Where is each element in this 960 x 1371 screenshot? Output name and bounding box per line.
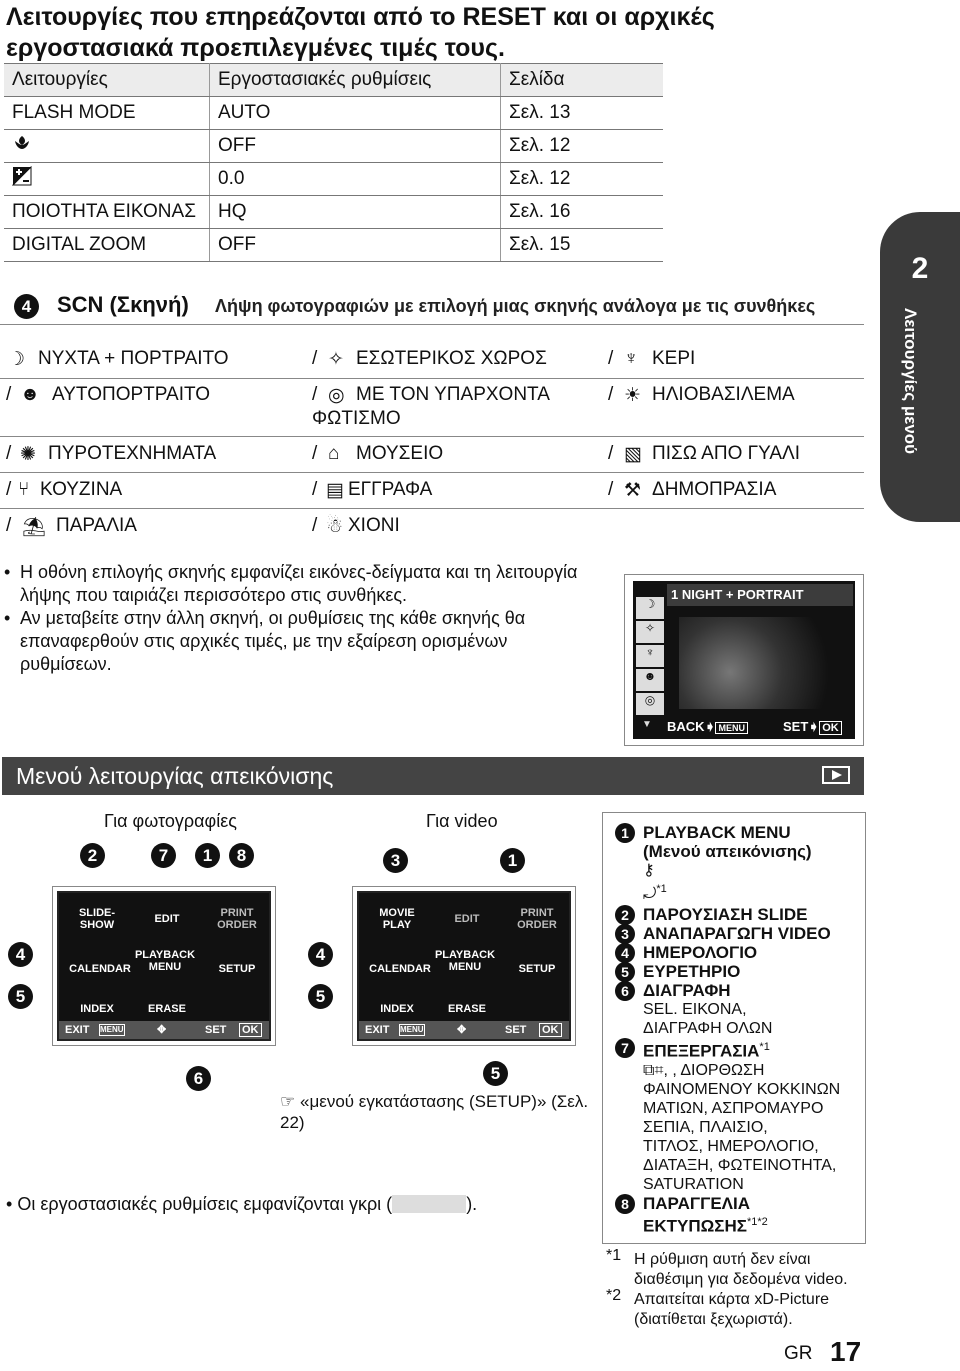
resize-icon: ⧉ — [643, 1061, 655, 1079]
legend-item — [607, 1038, 861, 1194]
legend-num: 3 — [615, 924, 635, 944]
separator: / — [312, 384, 318, 405]
legend-item — [607, 943, 861, 962]
legend-item — [607, 1194, 861, 1236]
menu-setup[interactable]: SETUP — [518, 963, 556, 975]
factory-note-text: Οι εργοστασιακές ρυθμίσεις εμφανίζονται γκρι ( — [17, 1194, 393, 1214]
row-page: Σελ. 13 — [501, 97, 664, 130]
scn-screen-header: 1 NIGHT + PORTRAIT — [667, 584, 853, 606]
footnote-ref: *1*2 — [746, 1215, 768, 1228]
candle-icon: ♆ — [636, 645, 664, 667]
row-page: Σελ. 15 — [501, 229, 664, 262]
legend-item — [607, 981, 861, 1038]
self-portrait-icon: ☻ — [636, 669, 664, 691]
row-value: HQ — [210, 196, 501, 229]
photos-label: Για φωτογραφίες — [104, 811, 237, 831]
col-header-factory: Εργοστασιακές ρυθμίσεις — [210, 64, 501, 97]
scn-mode-snow: ΧΙΟΝΙ — [348, 515, 400, 536]
legend-label: ΗΜΕΡΟΛΟΓΙΟ — [643, 943, 758, 963]
rotate-icon: ⤾ — [643, 885, 657, 903]
table-row — [4, 97, 663, 130]
scn-sample-photo — [679, 617, 849, 709]
callout-badge: 2 — [80, 843, 105, 868]
legend-box — [602, 812, 866, 1244]
table-row — [4, 196, 663, 229]
footer-lang: GR — [784, 1343, 813, 1364]
legend-item — [607, 823, 861, 903]
separator: / — [6, 515, 12, 536]
scn-title: SCN (Σκηνή) — [57, 292, 189, 317]
legend-label: ΕΠΕΞΕΡΓΑΣΙΑ — [643, 1041, 760, 1061]
menu-edit[interactable]: EDIT — [154, 913, 180, 925]
menu-key: MENU — [100, 1025, 124, 1034]
menu-index[interactable]: INDEX — [80, 1003, 114, 1015]
reset-defaults-table — [4, 63, 663, 262]
indoor-icon: ✧ — [636, 621, 664, 643]
scn-row — [0, 378, 864, 437]
museum-icon: ⌂ — [328, 443, 340, 464]
snow-icon: ☃ — [326, 516, 344, 537]
indoor-icon: ✧ — [328, 349, 344, 370]
scn-row — [0, 508, 864, 544]
scn-mode-documents: ΕΓΓΡΑΦΑ — [348, 479, 433, 500]
legend-list — [607, 823, 861, 1236]
menu-calendar[interactable]: CALENDAR — [69, 963, 131, 975]
scn-note: • Αν μεταβείτε στην άλλη σκηνή, οι ρυθμίσεις της κάθε σκηνής θα επαναφερθούν στις αρχικές τιμές, με την εξαίρεση ορισμένων ρυθμίσεων. — [4, 607, 604, 676]
scn-note-text: Η οθόνη επιλογής σκηνής εμφανίζει εικόνες-δείγματα και τη λειτουργία λήψης που ταιριάζει περισσότερο στις συνθήκες. — [20, 562, 578, 605]
menu-footer — [59, 1021, 269, 1039]
scroll-down-icon: ▼ — [642, 719, 652, 730]
separator: / — [608, 443, 614, 464]
playback-icon — [822, 766, 850, 784]
ok-key: OK — [539, 1023, 562, 1037]
legend-label: ΕΥΡΕΤΗΡΙΟ — [643, 962, 741, 982]
menu-playback[interactable]: PLAYBACK MENU — [434, 949, 496, 973]
dpad-icon: ✥ — [457, 1024, 467, 1036]
scn-modes-grid — [0, 340, 864, 540]
footnote-mark: *1 — [606, 1247, 622, 1264]
separator: / — [608, 384, 614, 405]
scn-mode-museum: ΜΟΥΣΕΙΟ — [356, 443, 444, 464]
setup-reference — [280, 1091, 600, 1133]
separator: / — [312, 443, 318, 464]
ok-key: OK — [239, 1023, 262, 1037]
legend-label: ΠΑΡΑΓΓΕΛΙΑ ΕΚΤΥΠΩΣΗΣ — [643, 1193, 751, 1236]
footnote-mark: *2 — [606, 1287, 622, 1304]
separator: / — [312, 515, 318, 536]
menu-calendar[interactable]: CALENDAR — [369, 963, 431, 975]
footnote-text: Απαιτείται κάρτα xD-Picture (διατίθεται ξεχωριστά). — [634, 1291, 830, 1328]
scn-mode-sunset: ΗΛΙΟΒΑΣΙΛΕΜΑ — [652, 384, 795, 405]
legend-num: 7 — [615, 1038, 635, 1058]
menu-key: MENU — [400, 1025, 424, 1034]
setup-reference-text: «μενού εγκατάστασης (SETUP)» (Σελ. 22) — [280, 1092, 589, 1132]
legend-label: ΑΝΑΠΑΡΑΓΩΓΗ VIDEO — [643, 924, 831, 944]
gray-swatch — [392, 1195, 466, 1213]
available-light-icon: ◎ — [636, 693, 664, 715]
menu-key: MENU — [715, 722, 748, 734]
legend-sub: SEL. ΕΙΚΟΝΑ, ΔΙΑΓΡΑΦΗ ΟΛΩΝ — [643, 1001, 773, 1038]
protect-key-icon: ⚷ — [643, 862, 655, 879]
scn-screen-frame — [624, 574, 864, 746]
separator: / — [608, 348, 614, 369]
menu-footer — [359, 1021, 569, 1039]
table-row — [4, 130, 663, 163]
callout-badge: 1 — [195, 843, 220, 868]
page-number: 17 — [830, 1336, 862, 1367]
video-menu-frame — [352, 886, 576, 1046]
photo-menu-frame — [52, 886, 276, 1046]
scn-row — [0, 472, 864, 509]
set-label: SET — [505, 1024, 527, 1036]
separator: / — [312, 348, 318, 369]
exit-label: EXIT — [65, 1024, 90, 1036]
callout-badge: 6 — [186, 1066, 211, 1091]
menu-print-order[interactable]: PRINT ORDER — [217, 907, 257, 931]
scn-number-badge: 4 — [14, 294, 39, 319]
scn-icon-column — [636, 597, 664, 717]
menu-index[interactable]: INDEX — [380, 1003, 414, 1015]
dpad-icon: ✥ — [157, 1024, 167, 1036]
footnote-ref: *1 — [759, 1041, 770, 1054]
legend-num: 1 — [615, 823, 635, 843]
menu-edit[interactable]: EDIT — [454, 913, 480, 925]
callout-badge: 8 — [229, 843, 254, 868]
legend-label: PLAYBACK MENU (Μενού απεικόνισης) — [643, 823, 812, 861]
documents-icon: ▤ — [326, 480, 344, 501]
night-portrait-icon: ☽ — [636, 597, 664, 619]
callout-badge: 7 — [151, 843, 176, 868]
ok-key: OK — [819, 721, 842, 735]
scn-heading — [0, 286, 864, 325]
scn-mode-fireworks: ΠΥΡΟΤΕΧΝΗΜΑΤΑ — [48, 443, 217, 464]
auction-icon: ⚒ — [624, 480, 642, 501]
scn-note: • Η οθόνη επιλογής σκηνής εμφανίζει εικόνες-δείγματα και τη λειτουργία λήψης που ταιριάζει περισσότερο στις συνθήκες. — [4, 561, 624, 607]
video-label: Για video — [426, 811, 498, 831]
separator: / — [312, 479, 318, 500]
scn-note-text: Αν μεταβείτε στην άλλη σκηνή, οι ρυθμίσεις της κάθε σκηνής θα επαναφερθούν στις αρχικές τιμές, με την εξαίρεση ορισμένων ρυθμίσεων. — [20, 608, 526, 674]
menu-print-order[interactable]: PRINT ORDER — [517, 907, 557, 931]
legend-num: 8 — [615, 1194, 635, 1214]
menu-setup[interactable]: SETUP — [218, 963, 256, 975]
row-page: Σελ. 16 — [501, 196, 664, 229]
callout-badge: 5 — [483, 1061, 508, 1086]
page-title: Λειτουργίες που επηρεάζονται από το RESET και οι αρχικές εργοστασιακά προεπιλεγμένες τιμές τους. — [6, 3, 715, 62]
macro-flower-icon — [12, 133, 32, 153]
row-function: FLASH MODE — [4, 97, 210, 130]
night-portrait-icon: ☽ — [8, 349, 26, 370]
set-label: SET — [205, 1024, 227, 1036]
set-label: SET — [783, 719, 809, 734]
exposure-compensation-icon — [12, 166, 32, 186]
chapter-title: Λειτουργίες μενού — [901, 308, 920, 455]
row-value: OFF — [210, 130, 501, 163]
row-function: DIGITAL ZOOM — [4, 229, 210, 262]
row-function: ΠΟΙΟΤΗΤΑ ΕΙΚΟΝΑΣ — [4, 196, 210, 229]
menu-movie-play[interactable]: MOVIE PLAY — [379, 907, 415, 931]
scn-mode-beach: ΠΑΡΑΛΙΑ — [56, 515, 137, 536]
scn-mode-indoor: ΕΣΩΤΕΡΙΚΟΣ ΧΩΡΟΣ — [356, 348, 547, 369]
sunset-icon: ☀ — [624, 385, 642, 406]
separator: / — [6, 479, 12, 500]
legend-label: ΔΙΑΓΡΑΦΗ — [643, 981, 731, 1001]
factory-note-text-end: ). — [466, 1194, 478, 1214]
scn-mode-cuisine: ΚΟΥΖΙΝΑ — [40, 479, 123, 500]
cuisine-icon: ⑂ — [18, 479, 30, 500]
footnote-text: Η ρύθμιση αυτή δεν είναι διαθέσιμη για δεδομένα video. — [634, 1251, 848, 1288]
table-row — [4, 163, 663, 196]
row-page: Σελ. 12 — [501, 163, 664, 196]
callout-badge: 1 — [500, 848, 525, 873]
legend-item — [607, 924, 861, 943]
menu-erase[interactable]: ERASE — [448, 1003, 486, 1015]
scn-mode-behind-glass: ΠΙΣΩ ΑΠΟ ΓΥΑΛΙ — [652, 443, 801, 464]
footnote-ref: *1 — [656, 883, 667, 895]
legend-num: 2 — [615, 905, 635, 925]
playback-section-bar — [2, 757, 864, 795]
menu-playback[interactable]: PLAYBACK MENU — [134, 949, 196, 973]
scn-screen: 1 NIGHT + PORTRAIT ☽ ✧ ♆ ☻ ◎ ▼ BACK➧ MENU SET➧ OK — [633, 581, 855, 739]
legend-sub: , , ΔΙΟΡΘΩΣΗ ΦΑΙΝΟΜΕΝΟΥ ΚΟΚΚΙΝΩΝ ΜΑΤΙΩΝ, ΑΣΠΡΟΜΑΥΡΟ ΣΕΠΙΑ, ΠΛΑΙΣΙΟ, ΤΙΤΛΟΣ, ΗΜΕΡΟΛΟΓΙΟ, ΔΙΑΤΑΞΗ, ΦΩΤΕΙΝΟΤΗΤΑ, SATURATION — [643, 1061, 841, 1193]
exit-label: EXIT — [365, 1024, 390, 1036]
callout-badge: 4 — [308, 942, 333, 967]
video-playback-menu-screen — [357, 891, 571, 1041]
callout-badge: 5 — [8, 984, 33, 1009]
callout-badge: 5 — [308, 984, 333, 1009]
chapter-side-tab — [880, 212, 960, 522]
section-title: Μενού λειτουργίας απεικόνισης — [16, 763, 334, 789]
scn-mode-candle: ΚΕΡΙ — [652, 348, 696, 369]
fireworks-icon: ✺ — [20, 444, 36, 465]
scn-row — [0, 340, 864, 379]
candle-icon: ♆ — [624, 348, 639, 369]
row-page: Σελ. 12 — [501, 130, 664, 163]
scn-mode-self-portrait: ΑΥΤΟΠΟΡΤΡΑΙΤΟ — [52, 384, 211, 405]
behind-glass-icon: ▧ — [624, 444, 642, 465]
separator: / — [6, 443, 12, 464]
scn-mode-night-portrait: ΝΥΧΤΑ + ΠΟΡΤΡΑΙΤΟ — [38, 348, 229, 369]
scn-mode-available-light-cont: ΦΩΤΙΣΜΟ — [312, 408, 401, 429]
menu-slideshow[interactable]: SLIDE- SHOW — [78, 907, 116, 931]
row-value: OFF — [210, 229, 501, 262]
col-header-functions: Λειτουργίες — [4, 64, 210, 97]
self-portrait-icon: ☻ — [20, 384, 40, 405]
legend-item — [607, 962, 861, 981]
footnotes — [606, 1247, 866, 1330]
crop-icon: ⌗ — [654, 1061, 664, 1079]
separator: / — [6, 384, 12, 405]
legend-num: 4 — [615, 943, 635, 963]
factory-note: • Οι εργοστασιακές ρυθμίσεις εμφανίζονται γκρι ( ). — [6, 1194, 478, 1214]
legend-label: ΠΑΡΟΥΣΙΑΣΗ SLIDE — [643, 905, 808, 925]
scn-row — [0, 436, 864, 473]
row-value: AUTO — [210, 97, 501, 130]
legend-num: 6 — [615, 981, 635, 1001]
legend-item — [607, 905, 861, 924]
available-light-icon: ◎ — [328, 385, 345, 406]
row-value: 0.0 — [210, 163, 501, 196]
scn-mode-auction: ΔΗΜΟΠΡΑΣΙΑ — [652, 479, 777, 500]
photo-playback-menu-screen — [57, 891, 271, 1041]
beach-icon: ⛱ — [22, 517, 47, 538]
col-header-page: Σελίδα — [501, 64, 664, 97]
callout-badge: 4 — [8, 942, 33, 967]
pointing-hand-icon: ☞ — [280, 1092, 296, 1111]
scn-mode-available-light: ΜΕ ΤΟΝ ΥΠΑΡΧΟΝΤΑ — [356, 384, 550, 405]
scn-subtitle: Λήψη φωτογραφιών με επιλογή μιας σκηνής ανάλογα με τις συνθήκες — [215, 296, 816, 316]
legend-num: 5 — [615, 962, 635, 982]
callout-badge: 3 — [383, 848, 408, 873]
table-header-row — [4, 64, 663, 97]
menu-erase[interactable]: ERASE — [148, 1003, 186, 1015]
back-label: BACK — [667, 719, 705, 734]
separator: / — [608, 479, 614, 500]
chapter-number: 2 — [911, 252, 929, 285]
table-row — [4, 229, 663, 262]
